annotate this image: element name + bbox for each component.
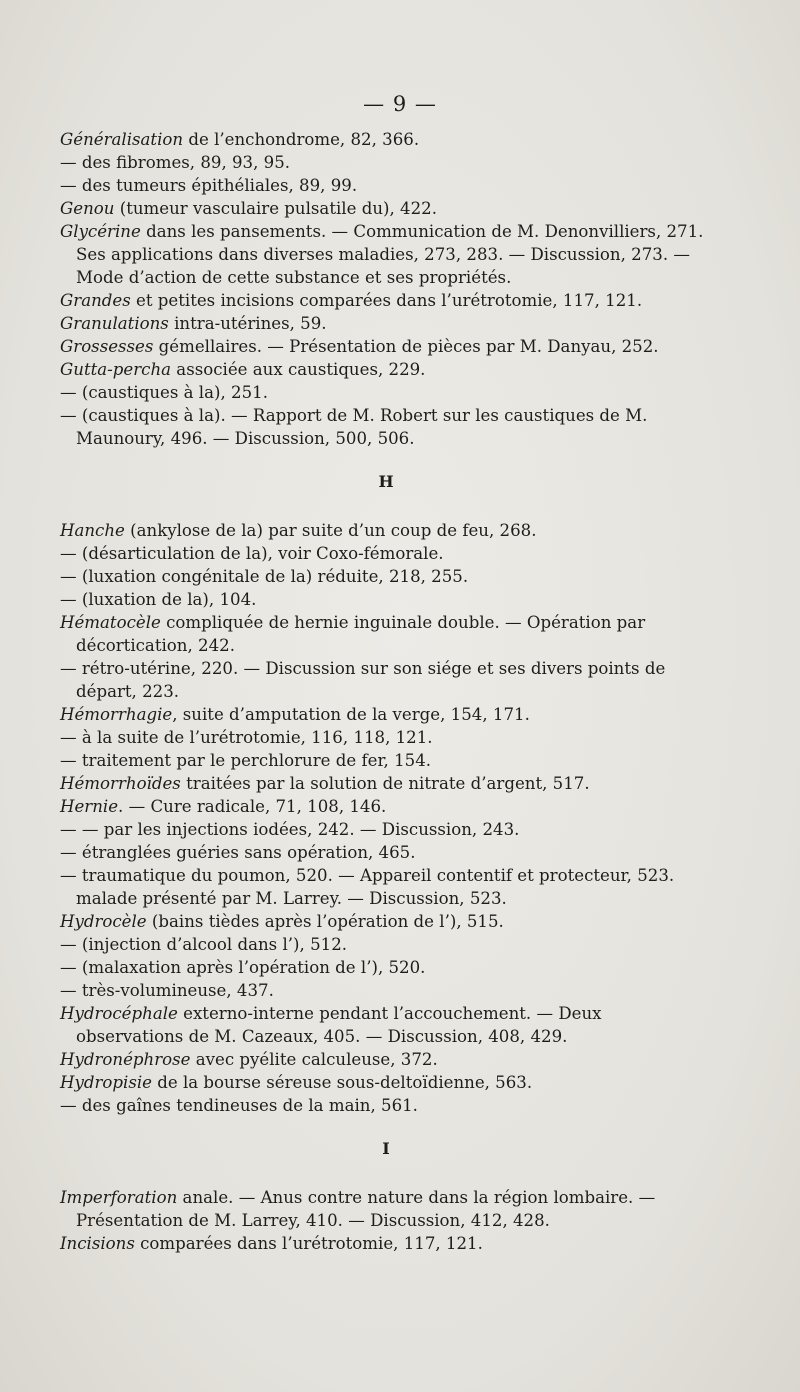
- entry-term: Hémorrhoïdes: [60, 774, 181, 793]
- entry-text: — des tumeurs épithéliales, 89, 99.: [60, 176, 358, 195]
- index-subentry: [60, 726, 712, 749]
- index-subentry: [60, 933, 712, 956]
- entry-term: Genou: [60, 199, 115, 218]
- index-subentry: [60, 749, 712, 772]
- entry-text: — (caustiques à la), 251.: [60, 383, 268, 402]
- entry-term: Hydronéphrose: [60, 1050, 191, 1069]
- index-entry: [60, 220, 712, 289]
- index-entry: [60, 772, 712, 795]
- entry-text: — des gaînes tendineuses de la main, 561.: [60, 1096, 418, 1115]
- entry-text: — — par les injections iodées, 242. — Discussion, 243.: [60, 820, 520, 839]
- section-letter: I: [382, 1139, 390, 1158]
- entry-term: Hernie: [60, 797, 119, 816]
- index-subentry: [60, 818, 712, 841]
- index-entry: [60, 1232, 712, 1255]
- index-entry: [60, 1186, 712, 1232]
- index-subentry: [60, 864, 712, 910]
- entry-term: Granulations: [60, 314, 169, 333]
- entry-text: — rétro-utérine, 220. — Discussion sur son siége et ses divers points de départ, 223.: [60, 659, 666, 701]
- entry-term: Hanche: [60, 521, 125, 540]
- entry-text: — (malaxation après l’opération de l’), 520.: [60, 958, 426, 977]
- entry-text: — traumatique du poumon, 520. — Appareil contentif et protecteur, 523. malade présenté par M. Larrey. — Discussion, 523.: [60, 866, 675, 908]
- entry-text: avec pyélite calculeuse, 372.: [190, 1050, 438, 1069]
- entry-term: Hémorrhagie: [60, 705, 173, 724]
- index-subentry: [60, 404, 712, 450]
- index-subentry: [60, 174, 712, 197]
- entry-text: — traitement par le perchlorure de fer, 154.: [60, 751, 432, 770]
- entry-text: de la bourse séreuse sous-deltoïdienne, 563.: [151, 1073, 533, 1092]
- index-entry: [60, 289, 712, 312]
- entry-text: anale. — Anus contre nature dans la région lombaire. — Présentation de M. Larrey, 410. — Discussion, 412, 428.: [76, 1188, 656, 1230]
- entry-term: Grandes: [60, 291, 131, 310]
- entry-text: intra-utérines, 59.: [168, 314, 327, 333]
- entry-text: — (injection d’alcool dans l’), 512.: [60, 935, 348, 954]
- entry-term: Grossesses: [60, 337, 154, 356]
- entry-term: Gutta-percha: [60, 360, 172, 379]
- entry-term: Hématocèle: [60, 613, 161, 632]
- index-subentry: [60, 956, 712, 979]
- entry-text: — très-volumineuse, 437.: [60, 981, 274, 1000]
- index-entry: [60, 358, 712, 381]
- index-entry: [60, 611, 712, 657]
- index-entry: [60, 128, 712, 151]
- entry-text: de l’enchondrome, 82, 366.: [183, 130, 420, 149]
- entry-text: — (caustiques à la). — Rapport de M. Robert sur les caustiques de M. Maunoury, 496. — Discussion, 500, 506.: [60, 406, 648, 448]
- index-entry: [60, 703, 712, 726]
- entry-text: (tumeur vasculaire pulsatile du), 422.: [114, 199, 437, 218]
- entry-term: Incisions: [60, 1234, 135, 1253]
- index-subentry: [60, 1094, 712, 1117]
- entry-text: . — Cure radicale, 71, 108, 146.: [118, 797, 387, 816]
- entry-term: Glycérine: [60, 222, 141, 241]
- index-entry: [60, 312, 712, 335]
- entry-text: compliquée de hernie inguinale double. — Opération par décortication, 242.: [76, 613, 646, 655]
- index-subentry: [60, 979, 712, 1002]
- index-entry: [60, 519, 712, 542]
- index-entry: [60, 335, 712, 358]
- entry-term: Hydrocèle: [60, 912, 147, 931]
- entry-text: comparées dans l’urétrotomie, 117, 121.: [134, 1234, 483, 1253]
- entry-text: — des fibromes, 89, 93, 95.: [60, 153, 291, 172]
- entry-text: externo-interne pendant l’accouchement. — Deux observations de M. Cazeaux, 405. — Discussion, 408, 429.: [76, 1004, 602, 1046]
- entry-text: et petites incisions comparées dans l’urétrotomie, 117, 121.: [130, 291, 643, 310]
- index-subentry: [60, 565, 712, 588]
- entry-text: , suite d’amputation de la verge, 154, 171.: [172, 705, 530, 724]
- page-number: — 9 —: [363, 92, 437, 116]
- index-subentry: [60, 657, 712, 703]
- index-subentry: [60, 588, 712, 611]
- index-subentry: [60, 841, 712, 864]
- entry-term: Hydropisie: [60, 1073, 152, 1092]
- entry-text: traitées par la solution de nitrate d’argent, 517.: [180, 774, 590, 793]
- index-entry: [60, 795, 712, 818]
- index-entry: [60, 1002, 712, 1048]
- entry-term: Hydrocéphale: [60, 1004, 178, 1023]
- entry-text: (bains tièdes après l’opération de l’), 515.: [146, 912, 504, 931]
- index-subentry: [60, 151, 712, 174]
- entry-text: — (luxation de la), 104.: [60, 590, 257, 609]
- entry-text: dans les pansements. — Communication de M. Denonvilliers, 271. Ses applications dans diverses maladies, 273, 283. — Discussion, 273. — Mode d’action de cette substance et ses propriétés.: [76, 222, 704, 287]
- index-entry: [60, 197, 712, 220]
- index-subentry: [60, 542, 712, 565]
- entry-term: Généralisation: [60, 130, 184, 149]
- section-letter: H: [378, 472, 394, 491]
- index-entry: [60, 1071, 712, 1094]
- entry-text: — à la suite de l’urétrotomie, 116, 118, 121.: [60, 728, 433, 747]
- entry-text: — (luxation congénitale de la) réduite, 218, 255.: [60, 567, 469, 586]
- entry-text: — étranglées guéries sans opération, 465.: [60, 843, 416, 862]
- entry-text: (ankylose de la) par suite d’un coup de feu, 268.: [124, 521, 537, 540]
- index-text: [60, 128, 712, 1255]
- entry-text: — (désarticulation de la), voir Coxo-fémorale.: [60, 544, 444, 563]
- index-entry: [60, 910, 712, 933]
- entry-text: associée aux caustiques, 229.: [171, 360, 426, 379]
- entry-term: Imperforation: [60, 1188, 178, 1207]
- index-entry: [60, 1048, 712, 1071]
- index-subentry: [60, 381, 712, 404]
- entry-text: gémellaires. — Présentation de pièces par M. Danyau, 252.: [153, 337, 659, 356]
